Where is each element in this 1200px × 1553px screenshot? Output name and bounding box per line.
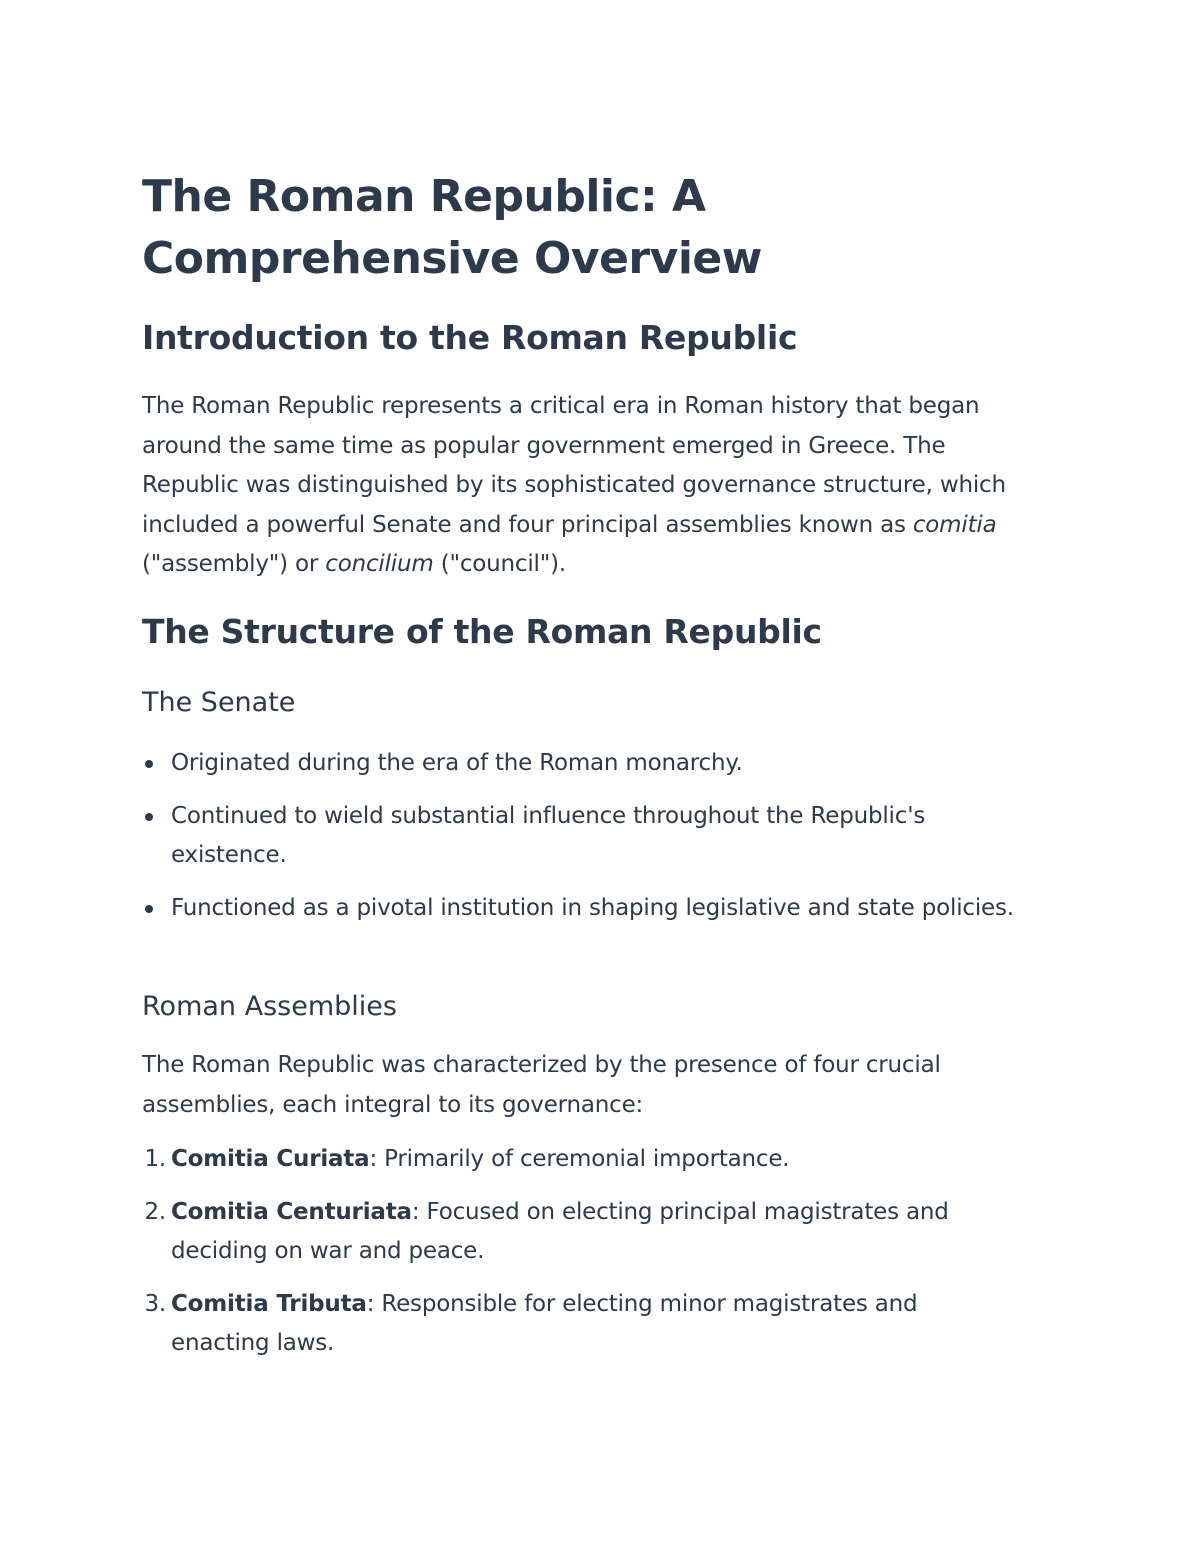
list-item <box>142 1285 1022 1364</box>
assembly-desc: : Responsible for electing minor magistrates and enacting laws. <box>171 1290 918 1356</box>
assemblies-list <box>142 1140 1022 1377</box>
assembly-name: Comitia Curiata <box>171 1146 370 1172</box>
bullet-icon <box>145 813 153 821</box>
senate-heading: The Senate <box>142 687 296 718</box>
list-item <box>142 1193 1022 1272</box>
term-concilium: concilium <box>325 551 434 577</box>
list-item <box>142 797 1022 876</box>
document-title: The Roman Republic: A Comprehensive Overview <box>142 171 762 284</box>
list-item <box>142 1140 1022 1180</box>
list-number: 3. <box>144 1290 166 1317</box>
assembly-desc: : Focused on electing principal magistrates and deciding on war and peace. <box>171 1198 949 1264</box>
intro-text-mid: ("assembly") or <box>142 551 326 577</box>
senate-list <box>142 744 1022 941</box>
intro-heading: Introduction to the Roman Republic <box>142 318 798 357</box>
intro-paragraph <box>142 387 1047 585</box>
assemblies-heading: Roman Assemblies <box>142 991 397 1022</box>
assembly-desc: : Primarily of ceremonial importance. <box>369 1146 790 1172</box>
bullet-icon <box>145 905 153 913</box>
assembly-name: Comitia Centuriata <box>171 1198 412 1225</box>
list-item <box>142 744 1022 784</box>
list-item-text: Originated during the era of the Roman monarchy. <box>171 750 743 776</box>
list-item-text: Continued to wield substantial influence throughout the Republic's existence. <box>171 802 926 868</box>
intro-text-end: ("council"). <box>433 551 567 577</box>
term-comitia: comitia <box>912 511 997 538</box>
assemblies-paragraph: The Roman Republic was characterized by the presence of four crucial assemblies, each integral to its governance: <box>142 1052 941 1118</box>
bullet-icon <box>145 760 153 768</box>
intro-text: The Roman Republic represents a critical era in Roman history that began around the same time as popular government emerged in Greece. The Republic was distinguished by its sophisticated governance structure, which included a powerful Senate and four principal assemblies known as <box>142 393 1006 538</box>
assembly-name: Comitia Tributa <box>171 1290 367 1317</box>
list-item <box>142 889 1022 929</box>
structure-heading: The Structure of the Roman Republic <box>142 612 822 651</box>
list-item-text: Functioned as a pivotal institution in shaping legislative and state policies. <box>171 894 1014 921</box>
list-number: 1. <box>144 1146 166 1172</box>
list-number: 2. <box>144 1198 166 1225</box>
